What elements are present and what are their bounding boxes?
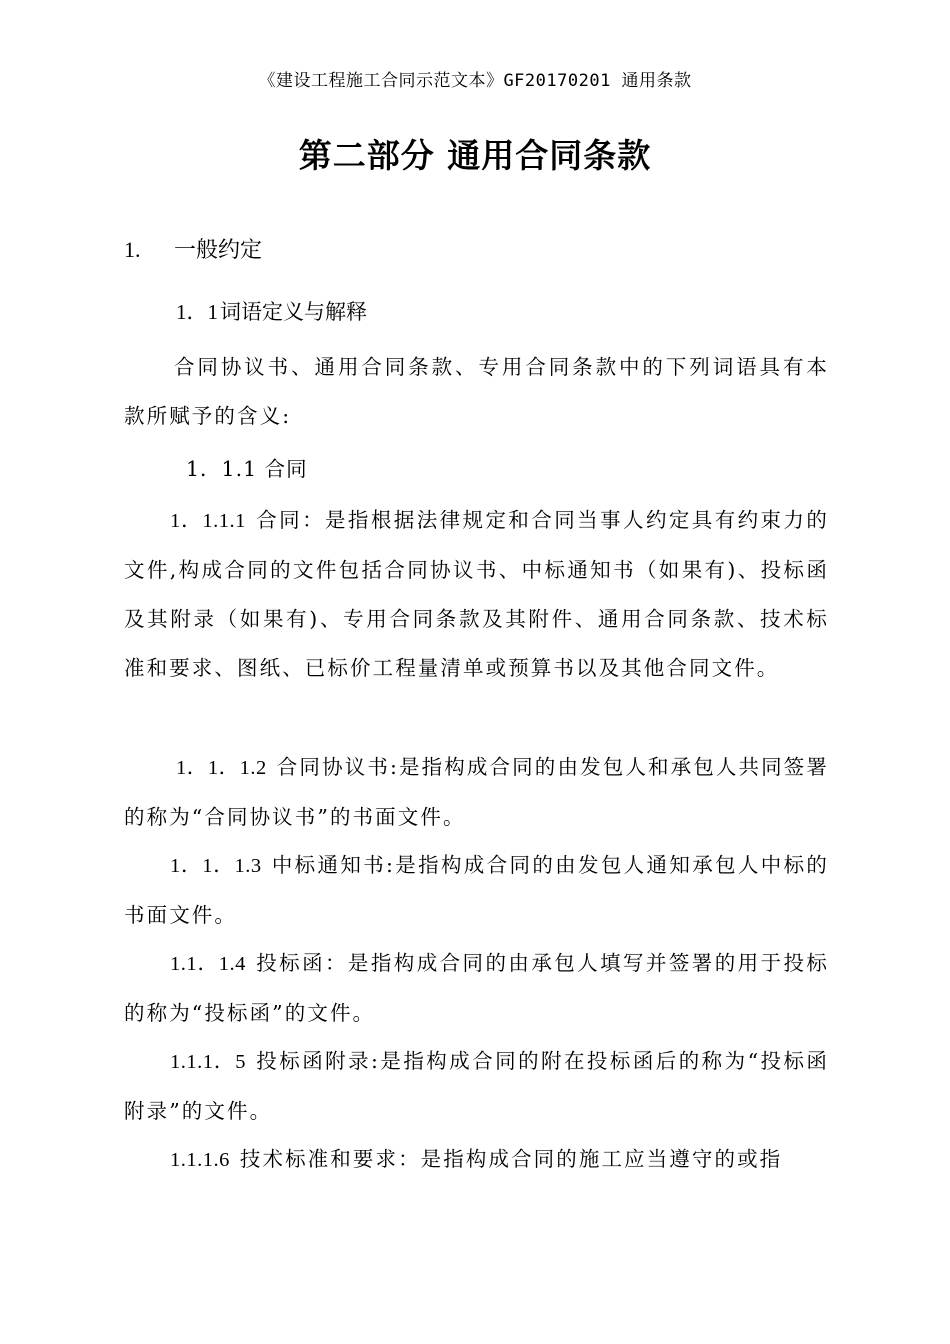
- clause-1-1-1-5: [124, 1037, 829, 1136]
- section-number: 1.: [124, 237, 141, 262]
- clause-1-1-1-3: [124, 841, 829, 940]
- part-title: 第二部分 通用合同条款: [298, 136, 652, 175]
- clause-text: 合同协议书:是指构成合同的由发包人和承包人共同签署的称为“合同协议书”的书面文件。: [124, 755, 830, 829]
- clause-1-1-1-1: [124, 496, 829, 693]
- clause-1-1-1-6: [124, 1135, 829, 1185]
- clause-number: 1.1.1．5: [170, 1051, 246, 1073]
- subsection-number: 1．1: [176, 300, 218, 324]
- clause-number: 1.1．1.4: [170, 953, 246, 975]
- clause-number: 1．1．1.3: [170, 855, 262, 877]
- running-header: 《建设工程施工合同示范文本》GF20170201 通用条款: [258, 71, 692, 91]
- clause-text: 中标通知书:是指构成合同的由发包人通知承包人中标的书面文件。: [124, 853, 830, 927]
- clause-number: 1．1．1.2: [176, 757, 267, 779]
- section-heading-1: [124, 233, 262, 264]
- clause-number: 1.1.1.6: [170, 1149, 230, 1171]
- section-title: 一般约定: [174, 238, 263, 263]
- subsection-title: 词语定义与解释: [220, 300, 367, 324]
- clause-1-1-1-4: [124, 939, 829, 1038]
- clause-text: 合同：是指根据法律规定和合同当事人约定具有约束力的文件,构成合同的文件包括合同协议书、中标通知书（如果有)、投标函及其附录（如果有)、专用合同条款及其附件、通用合同条款、技术标准和要求、图纸、已标价工程量清单或预算书以及其他合同文件。: [124, 508, 830, 680]
- clause-text: 技术标准和要求：是指构成合同的施工应当遵守的或指: [239, 1147, 783, 1171]
- subsection-heading-1-1: [176, 296, 367, 326]
- clause-1-1-1-2: [124, 743, 829, 842]
- clause-text: 投标函附录:是指构成合同的附在投标函后的称为“投标函附录”的文件。: [124, 1049, 829, 1123]
- intro-paragraph: 合同协议书、通用合同条款、专用合同条款中的下列词语具有本款所赋予的含义:: [124, 355, 829, 428]
- clause-number: 1．1.1.1: [170, 510, 246, 532]
- clause-heading-1-1-1: 1．1.1 合同: [186, 457, 308, 481]
- clause-text: 投标函：是指构成合同的由承包人填写并签署的用于投标的称为“投标函”的文件。: [124, 951, 830, 1025]
